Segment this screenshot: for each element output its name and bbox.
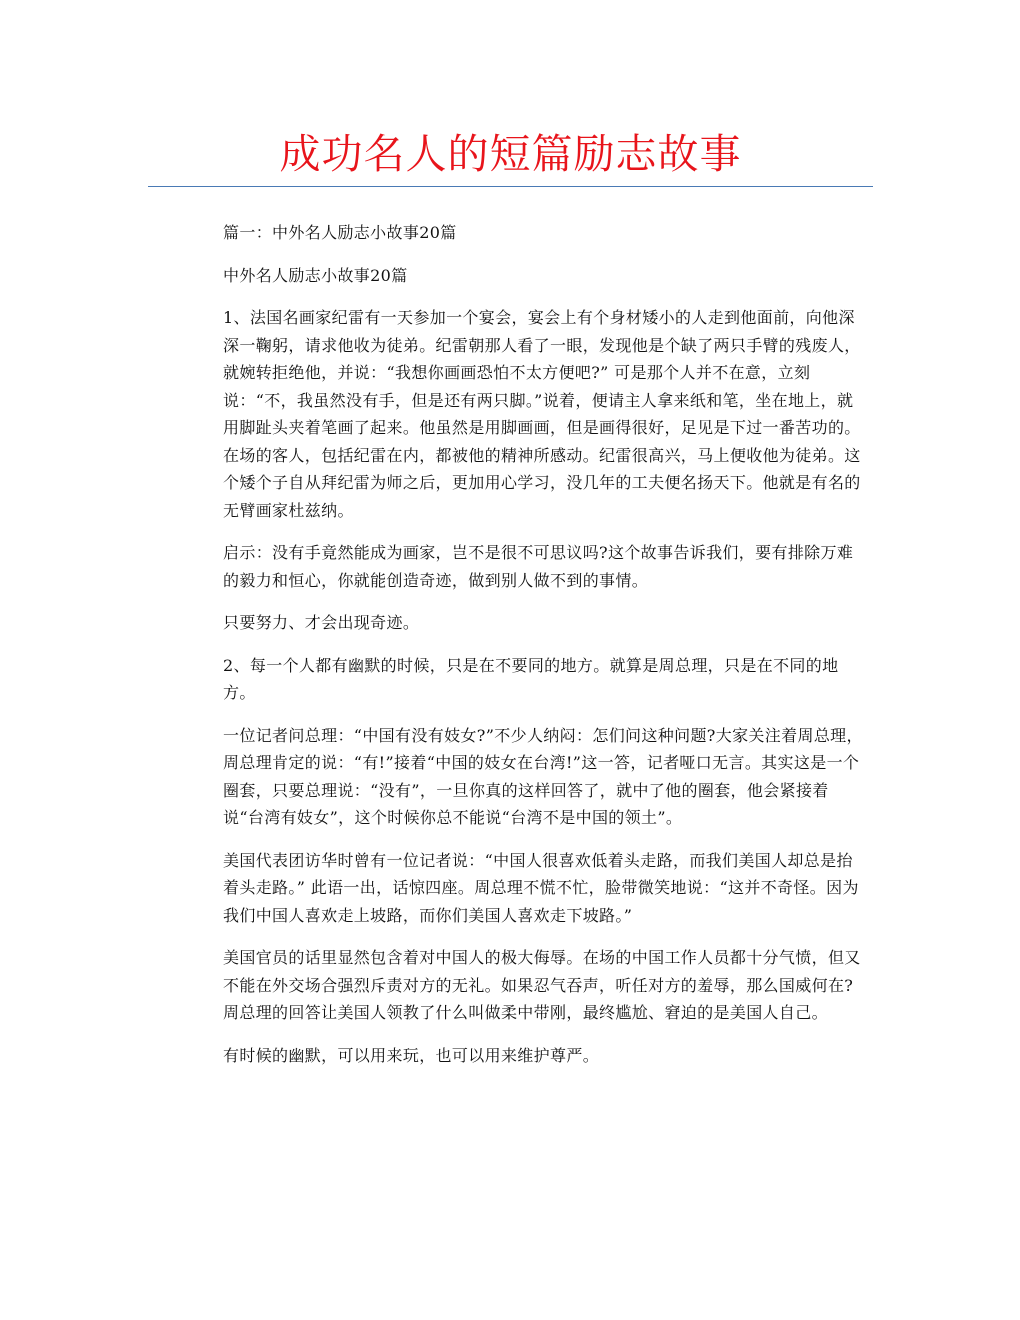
paragraph-story-1: 1、法国名画家纪雷有一天参加一个宴会，宴会上有个身材矮小的人走到他面前，向他深深一鞠躬，请求他收为徒弟。纪雷朝那人看了一眼，发现他是个缺了两只手臂的残废人，就婉转拒绝他，并说：“我想你画画恐怕不太方便吧?” 可是那个人并不在意，立刻说：“不，我虽然没有手，但是还有两只脚。”说着，便请主人拿来纸和笔，坐在地上，就用脚趾头夹着笔画了起来。他虽然是用脚画画，但是画得很好，足见是下过一番苦功的。在场的客人，包括纪雷在内，都被他的精神所感动。纪雷很高兴，马上便收他为徒弟。这个矮个子自从拜纪雷为师之后，更加用心学习，没几年的工夫便名扬天下。他就是有名的无臂画家杜兹纳。 xyxy=(223,308,861,520)
title-divider xyxy=(148,186,873,187)
section-heading: 篇一：中外名人励志小故事20篇 xyxy=(223,223,457,242)
paragraph-story-2-delegation: 美国代表团访华时曾有一位记者说：“中国人很喜欢低着头走路，而我们美国人却总是抬着头走路。” 此语一出，话惊四座。周总理不慌不忙，脸带微笑地说：“这并不奇怪。因为我们中国人喜欢走上坡路，而你们美国人喜欢走下坡路。” xyxy=(223,850,859,925)
paragraph-motto: 只要努力、才会出现奇迹。 xyxy=(223,613,420,632)
paragraph-story-2-reporter: 一位记者问总理：“中国有没有妓女?”不少人纳闷：怎们问这种问题?大家关注着周总理，周总理肯定的说：“有!”接着“中国的妓女在台湾!”这一答，记者哑口无言。其实这是一个圈套，只要总理说：“没有”，一旦你真的这样回答了，就中了他的圈套，他会紧接着说“台湾有妓女”，这个时候你总不能说“台湾不是中国的领土”。 xyxy=(223,725,863,827)
paragraph-story-2-analysis: 美国官员的话里显然包含着对中国人的极大侮辱。在场的中国工作人员都十分气愤，但又不能在外交场合强烈斥责对方的无礼。如果忍气吞声，听任对方的羞辱，那么国威何在?周总理的回答让美国人领教了什么叫做柔中带刚，最终尴尬、窘迫的是美国人自己。 xyxy=(223,948,861,1022)
document-body xyxy=(223,219,863,1084)
subheading: 中外名人励志小故事20篇 xyxy=(223,265,408,285)
document-title: 成功名人的短篇励志故事 xyxy=(279,130,742,178)
paragraph-lesson-1: 启示：没有手竟然能成为画家，岂不是很不可思议吗?这个故事告诉我们，要有排除万难的毅力和恒心，你就能创造奇迹，做到别人做不到的事情。 xyxy=(223,543,854,590)
paragraph-story-2-intro: 2、每一个人都有幽默的时候，只是在不要同的地方。就算是周总理，只是在不同的地方。 xyxy=(223,655,839,702)
paragraph-story-2-conclusion: 有时候的幽默，可以用来玩，也可以用来维护尊严。 xyxy=(223,1045,600,1065)
